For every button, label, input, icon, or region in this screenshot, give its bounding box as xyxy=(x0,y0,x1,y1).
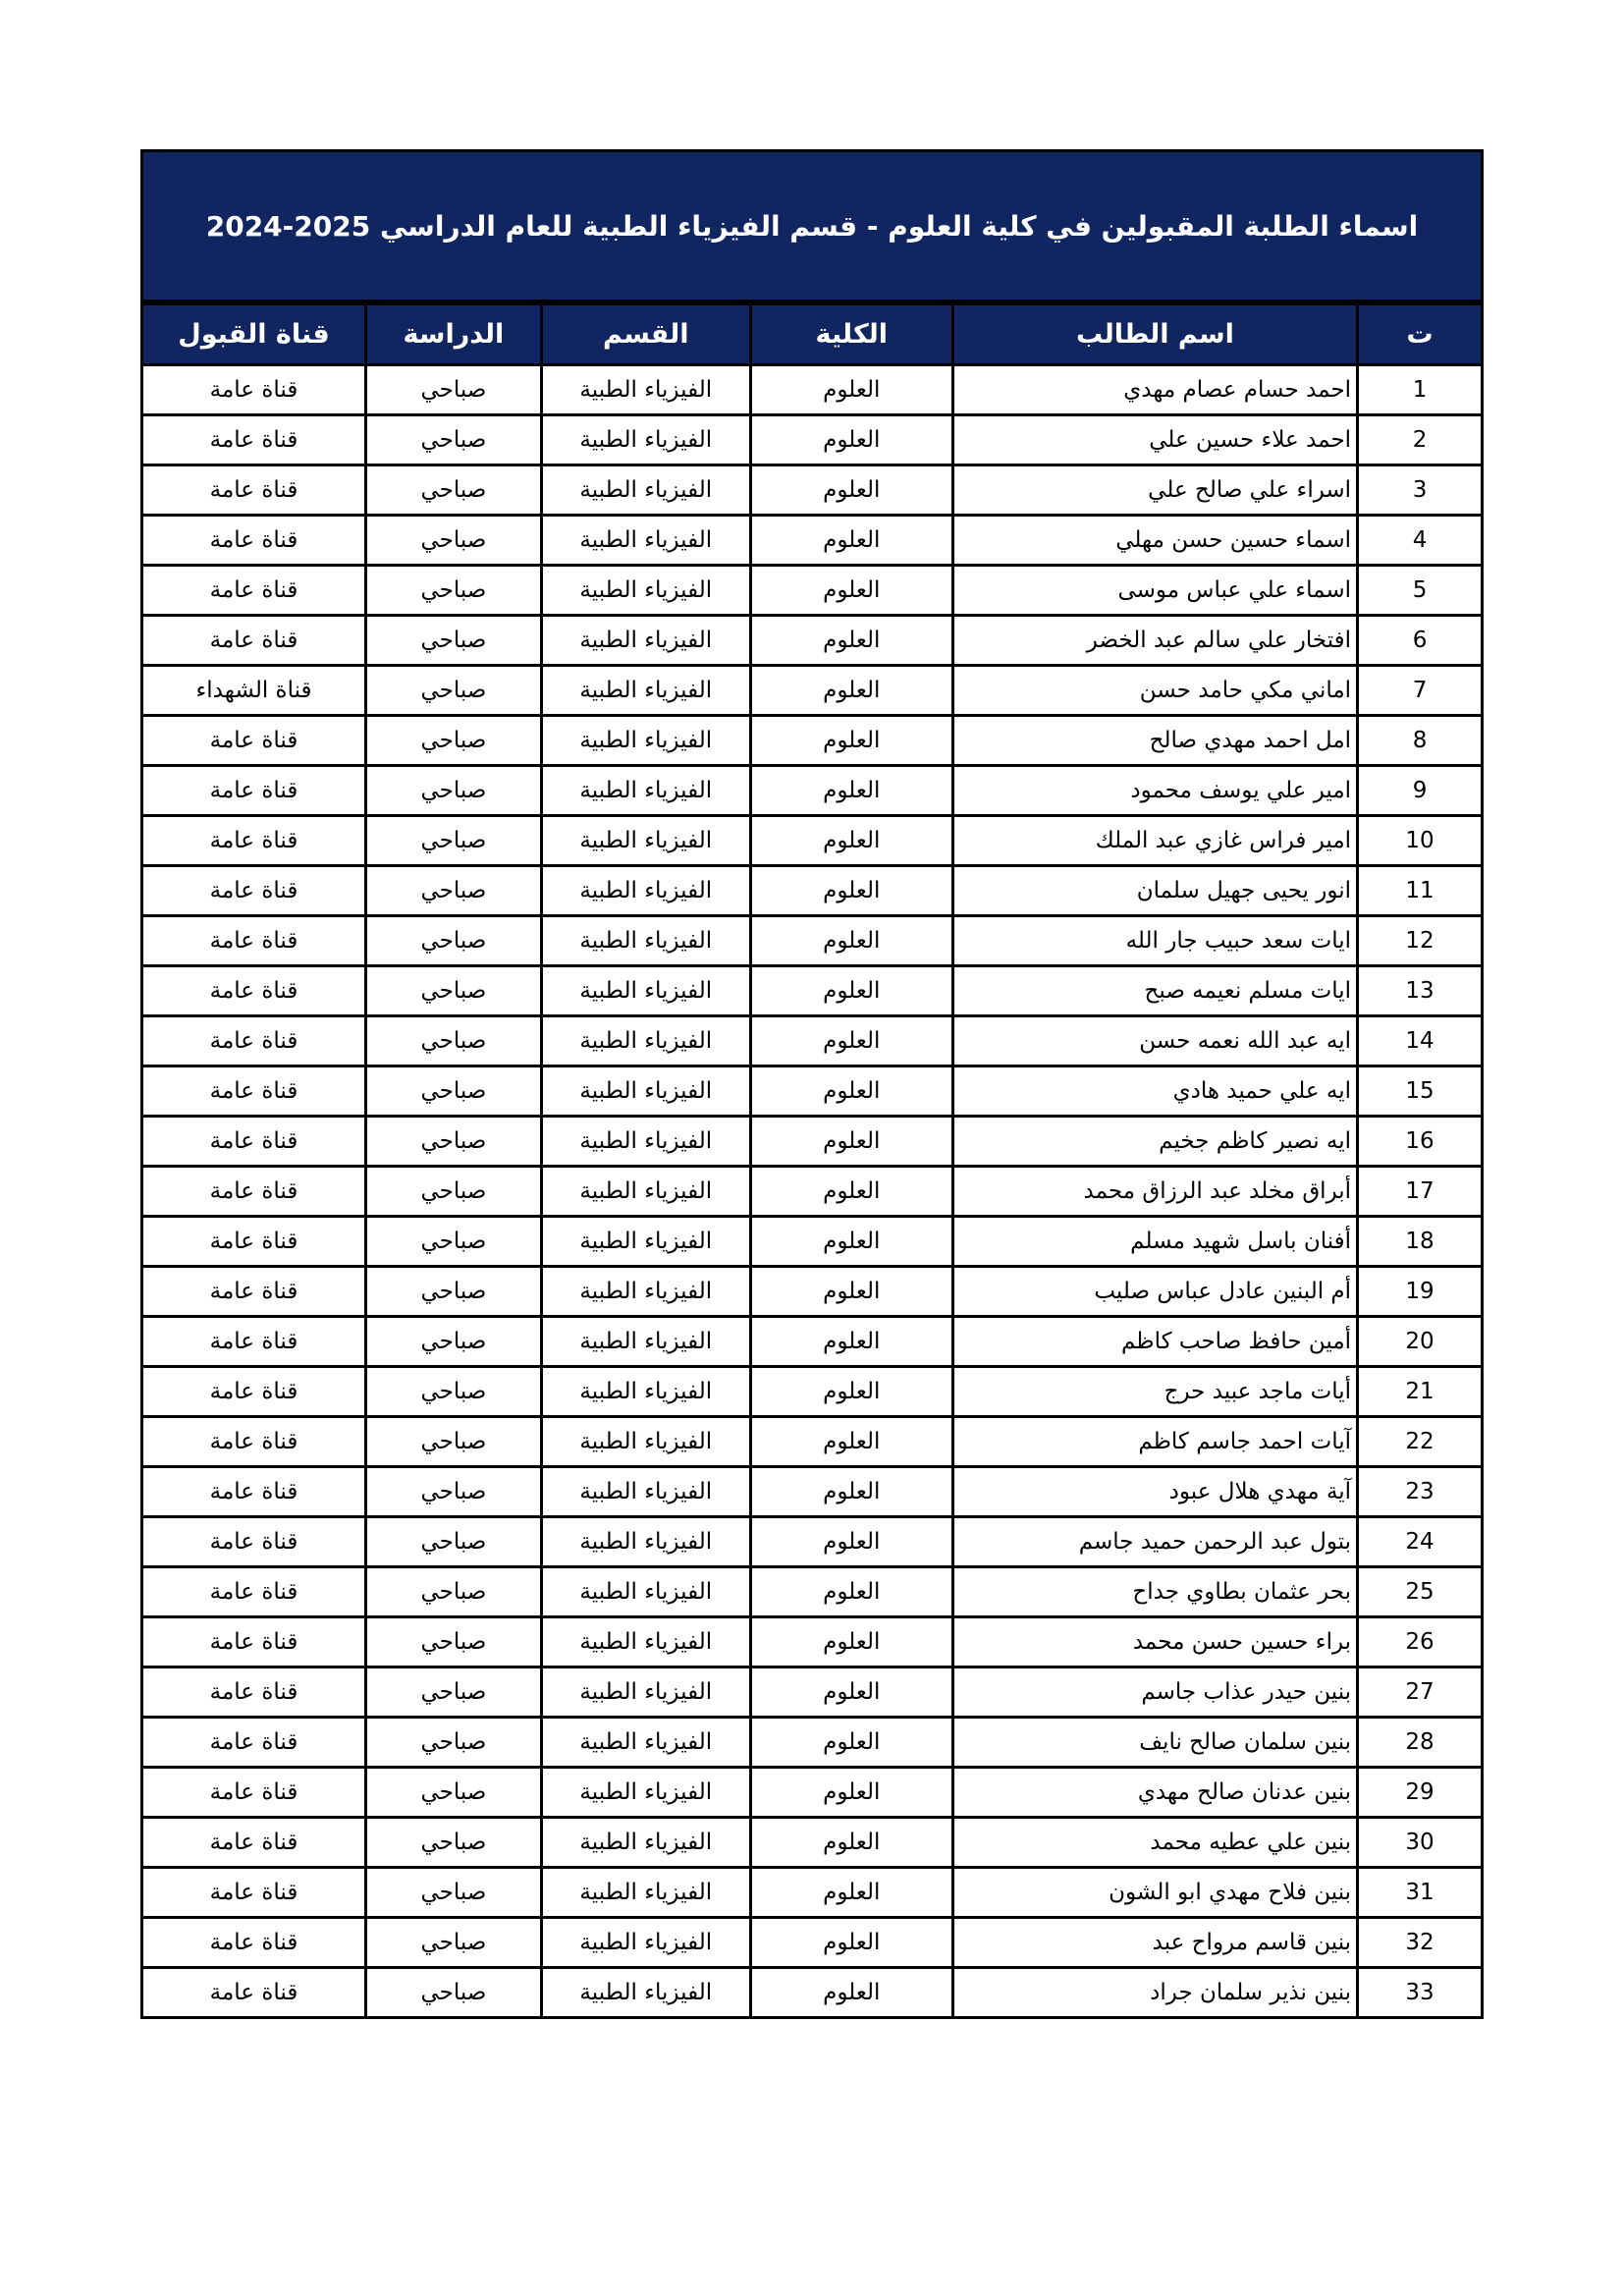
cell-name: بنين سلمان صالح نايف xyxy=(952,1718,1357,1768)
cell-name: ايات مسلم نعيمه صبح xyxy=(952,966,1357,1016)
cell-channel: قناة عامة xyxy=(142,1317,366,1367)
table-row xyxy=(142,666,1483,716)
cell-dept: الفيزياء الطبية xyxy=(541,1117,750,1167)
cell-study: صباحي xyxy=(365,1167,541,1217)
cell-no: 16 xyxy=(1358,1117,1483,1167)
cell-college: العلوم xyxy=(750,1417,952,1467)
table-row xyxy=(142,516,1483,566)
cell-study: صباحي xyxy=(365,1567,541,1617)
table-row xyxy=(142,1016,1483,1066)
cell-channel: قناة عامة xyxy=(142,1718,366,1768)
cell-channel: قناة عامة xyxy=(142,1517,366,1567)
cell-no: 20 xyxy=(1358,1317,1483,1367)
cell-college: العلوم xyxy=(750,766,952,816)
cell-channel: قناة الشهداء xyxy=(142,666,366,716)
column-header-name: اسم الطالب xyxy=(952,304,1357,365)
cell-college: العلوم xyxy=(750,1267,952,1317)
cell-name: ايه نصير كاظم جخيم xyxy=(952,1117,1357,1167)
cell-channel: قناة عامة xyxy=(142,516,366,566)
cell-study: صباحي xyxy=(365,1667,541,1718)
cell-name: بنين حيدر عذاب جاسم xyxy=(952,1667,1357,1718)
cell-channel: قناة عامة xyxy=(142,616,366,666)
cell-study: صباحي xyxy=(365,415,541,465)
cell-no: 24 xyxy=(1358,1517,1483,1567)
cell-dept: الفيزياء الطبية xyxy=(541,816,750,866)
table-row xyxy=(142,816,1483,866)
cell-college: العلوم xyxy=(750,1066,952,1117)
cell-name: أبراق مخلد عبد الرزاق محمد xyxy=(952,1167,1357,1217)
cell-college: العلوم xyxy=(750,465,952,516)
cell-college: العلوم xyxy=(750,1868,952,1918)
cell-college: العلوم xyxy=(750,1718,952,1768)
cell-channel: قناة عامة xyxy=(142,1968,366,2018)
cell-channel: قناة عامة xyxy=(142,1818,366,1868)
cell-name: ايات سعد حبيب جار الله xyxy=(952,916,1357,966)
cell-name: اسماء حسين حسن مهلي xyxy=(952,516,1357,566)
cell-no: 29 xyxy=(1358,1768,1483,1818)
cell-dept: الفيزياء الطبية xyxy=(541,1818,750,1868)
cell-no: 15 xyxy=(1358,1066,1483,1117)
cell-name: أمين حافظ صاحب كاظم xyxy=(952,1317,1357,1367)
table-row xyxy=(142,1117,1483,1167)
table-row xyxy=(142,415,1483,465)
cell-study: صباحي xyxy=(365,616,541,666)
cell-no: 28 xyxy=(1358,1718,1483,1768)
cell-study: صباحي xyxy=(365,1617,541,1667)
cell-no: 19 xyxy=(1358,1267,1483,1317)
cell-study: صباحي xyxy=(365,1968,541,2018)
cell-channel: قناة عامة xyxy=(142,1217,366,1267)
cell-dept: الفيزياء الطبية xyxy=(541,1918,750,1968)
table-row xyxy=(142,566,1483,616)
cell-study: صباحي xyxy=(365,1918,541,1968)
cell-college: العلوم xyxy=(750,1567,952,1617)
cell-study: صباحي xyxy=(365,1768,541,1818)
cell-college: العلوم xyxy=(750,1818,952,1868)
table-row xyxy=(142,1417,1483,1467)
cell-study: صباحي xyxy=(365,566,541,616)
cell-no: 8 xyxy=(1358,716,1483,766)
column-header-channel: قناة القبول xyxy=(142,304,366,365)
students-table xyxy=(140,302,1484,2019)
cell-name: براء حسين حسن محمد xyxy=(952,1617,1357,1667)
cell-no: 1 xyxy=(1358,365,1483,415)
cell-college: العلوم xyxy=(750,1217,952,1267)
table-row xyxy=(142,1467,1483,1517)
cell-channel: قناة عامة xyxy=(142,816,366,866)
table-row xyxy=(142,716,1483,766)
cell-dept: الفيزياء الطبية xyxy=(541,1567,750,1617)
cell-college: العلوم xyxy=(750,566,952,616)
cell-dept: الفيزياء الطبية xyxy=(541,1968,750,2018)
cell-channel: قناة عامة xyxy=(142,1617,366,1667)
cell-dept: الفيزياء الطبية xyxy=(541,1517,750,1567)
cell-channel: قناة عامة xyxy=(142,766,366,816)
cell-college: العلوم xyxy=(750,1117,952,1167)
table-row xyxy=(142,1066,1483,1117)
cell-dept: الفيزياء الطبية xyxy=(541,365,750,415)
cell-name: اماني مكي حامد حسن xyxy=(952,666,1357,716)
cell-channel: قناة عامة xyxy=(142,1467,366,1517)
cell-name: امير فراس غازي عبد الملك xyxy=(952,816,1357,866)
cell-dept: الفيزياء الطبية xyxy=(541,1467,750,1517)
cell-dept: الفيزياء الطبية xyxy=(541,1267,750,1317)
cell-college: العلوم xyxy=(750,1667,952,1718)
cell-channel: قناة عامة xyxy=(142,1016,366,1066)
cell-name: بنين علي عطيه محمد xyxy=(952,1818,1357,1868)
cell-channel: قناة عامة xyxy=(142,1417,366,1467)
cell-study: صباحي xyxy=(365,816,541,866)
cell-channel: قناة عامة xyxy=(142,966,366,1016)
cell-channel: قناة عامة xyxy=(142,1768,366,1818)
table-row xyxy=(142,1567,1483,1617)
cell-college: العلوم xyxy=(750,1918,952,1968)
cell-study: صباحي xyxy=(365,1317,541,1367)
cell-channel: قناة عامة xyxy=(142,866,366,916)
cell-college: العلوم xyxy=(750,1617,952,1667)
cell-dept: الفيزياء الطبية xyxy=(541,415,750,465)
cell-dept: الفيزياء الطبية xyxy=(541,1367,750,1417)
cell-no: 17 xyxy=(1358,1167,1483,1217)
cell-name: أفنان باسل شهيد مسلم xyxy=(952,1217,1357,1267)
table-row xyxy=(142,1718,1483,1768)
cell-dept: الفيزياء الطبية xyxy=(541,516,750,566)
cell-channel: قناة عامة xyxy=(142,1167,366,1217)
cell-no: 13 xyxy=(1358,966,1483,1016)
cell-study: صباحي xyxy=(365,866,541,916)
cell-dept: الفيزياء الطبية xyxy=(541,566,750,616)
cell-college: العلوم xyxy=(750,1768,952,1818)
cell-college: العلوم xyxy=(750,415,952,465)
cell-no: 4 xyxy=(1358,516,1483,566)
cell-college: العلوم xyxy=(750,1467,952,1517)
cell-name: امل احمد مهدي صالح xyxy=(952,716,1357,766)
column-header-college: الكلية xyxy=(750,304,952,365)
cell-dept: الفيزياء الطبية xyxy=(541,666,750,716)
cell-dept: الفيزياء الطبية xyxy=(541,1768,750,1818)
cell-channel: قناة عامة xyxy=(142,465,366,516)
table-row xyxy=(142,1617,1483,1667)
cell-college: العلوم xyxy=(750,816,952,866)
cell-dept: الفيزياء الطبية xyxy=(541,1317,750,1367)
cell-name: احمد علاء حسين علي xyxy=(952,415,1357,465)
cell-no: 32 xyxy=(1358,1918,1483,1968)
cell-name: احمد حسام عصام مهدي xyxy=(952,365,1357,415)
table-row xyxy=(142,1918,1483,1968)
cell-no: 7 xyxy=(1358,666,1483,716)
table-row xyxy=(142,1768,1483,1818)
cell-dept: الفيزياء الطبية xyxy=(541,465,750,516)
cell-no: 2 xyxy=(1358,415,1483,465)
cell-study: صباحي xyxy=(365,465,541,516)
cell-name: اسماء علي عباس موسى xyxy=(952,566,1357,616)
cell-dept: الفيزياء الطبية xyxy=(541,716,750,766)
cell-name: بنين قاسم مرواح عبد xyxy=(952,1918,1357,1968)
cell-study: صباحي xyxy=(365,766,541,816)
cell-college: العلوم xyxy=(750,1016,952,1066)
cell-no: 22 xyxy=(1358,1417,1483,1467)
cell-no: 23 xyxy=(1358,1467,1483,1517)
cell-study: صباحي xyxy=(365,966,541,1016)
cell-name: امير علي يوسف محمود xyxy=(952,766,1357,816)
table-row xyxy=(142,866,1483,916)
cell-study: صباحي xyxy=(365,1818,541,1868)
cell-name: بنين عدنان صالح مهدي xyxy=(952,1768,1357,1818)
table-row xyxy=(142,1517,1483,1567)
column-header-dept: القسم xyxy=(541,304,750,365)
column-header-study: الدراسة xyxy=(365,304,541,365)
cell-study: صباحي xyxy=(365,666,541,716)
cell-no: 25 xyxy=(1358,1567,1483,1617)
cell-dept: الفيزياء الطبية xyxy=(541,916,750,966)
cell-channel: قناة عامة xyxy=(142,1367,366,1417)
cell-study: صباحي xyxy=(365,716,541,766)
cell-study: صباحي xyxy=(365,1066,541,1117)
cell-channel: قناة عامة xyxy=(142,1066,366,1117)
page-title: اسماء الطلبة المقبولين في كلية العلوم - قسم الفيزياء الطبية للعام الدراسي 2025-2024 xyxy=(140,149,1484,302)
cell-college: العلوم xyxy=(750,1167,952,1217)
cell-name: بنين نذير سلمان جراد xyxy=(952,1968,1357,2018)
cell-channel: قناة عامة xyxy=(142,1117,366,1167)
cell-study: صباحي xyxy=(365,1868,541,1918)
cell-college: العلوم xyxy=(750,716,952,766)
cell-college: العلوم xyxy=(750,916,952,966)
cell-no: 27 xyxy=(1358,1667,1483,1718)
cell-study: صباحي xyxy=(365,516,541,566)
cell-no: 33 xyxy=(1358,1968,1483,2018)
table-body xyxy=(142,365,1483,2018)
cell-study: صباحي xyxy=(365,916,541,966)
cell-college: العلوم xyxy=(750,1317,952,1367)
cell-name: افتخار علي سالم عبد الخضر xyxy=(952,616,1357,666)
cell-dept: الفيزياء الطبية xyxy=(541,766,750,816)
cell-college: العلوم xyxy=(750,966,952,1016)
cell-no: 6 xyxy=(1358,616,1483,666)
cell-study: صباحي xyxy=(365,1718,541,1768)
cell-channel: قناة عامة xyxy=(142,916,366,966)
cell-no: 26 xyxy=(1358,1617,1483,1667)
cell-dept: الفيزياء الطبية xyxy=(541,1016,750,1066)
cell-channel: قناة عامة xyxy=(142,1918,366,1968)
cell-college: العلوم xyxy=(750,1968,952,2018)
cell-college: العلوم xyxy=(750,616,952,666)
cell-study: صباحي xyxy=(365,1467,541,1517)
table-row xyxy=(142,1317,1483,1367)
cell-college: العلوم xyxy=(750,666,952,716)
cell-dept: الفيزياء الطبية xyxy=(541,1617,750,1667)
cell-no: 18 xyxy=(1358,1217,1483,1267)
cell-study: صباحي xyxy=(365,365,541,415)
column-header-no: ت xyxy=(1358,304,1483,365)
cell-name: ايه عبد الله نعمه حسن xyxy=(952,1016,1357,1066)
cell-study: صباحي xyxy=(365,1117,541,1167)
cell-dept: الفيزياء الطبية xyxy=(541,1217,750,1267)
cell-name: آية مهدي هلال عبود xyxy=(952,1467,1357,1517)
table-row xyxy=(142,1367,1483,1417)
cell-study: صباحي xyxy=(365,1417,541,1467)
cell-name: بتول عبد الرحمن حميد جاسم xyxy=(952,1517,1357,1567)
cell-dept: الفيزياء الطبية xyxy=(541,1718,750,1768)
table-head xyxy=(142,304,1483,365)
cell-no: 10 xyxy=(1358,816,1483,866)
cell-channel: قناة عامة xyxy=(142,415,366,465)
table-row xyxy=(142,465,1483,516)
table-header-row xyxy=(142,304,1483,365)
table-row xyxy=(142,1217,1483,1267)
cell-no: 9 xyxy=(1358,766,1483,816)
table-row xyxy=(142,616,1483,666)
cell-dept: الفيزياء الطبية xyxy=(541,1167,750,1217)
cell-dept: الفيزياء الطبية xyxy=(541,616,750,666)
cell-no: 31 xyxy=(1358,1868,1483,1918)
table-row xyxy=(142,1818,1483,1868)
table-row xyxy=(142,916,1483,966)
cell-name: أم البنين عادل عباس صليب xyxy=(952,1267,1357,1317)
cell-name: آيات احمد جاسم كاظم xyxy=(952,1417,1357,1467)
table-row xyxy=(142,1167,1483,1217)
cell-name: بحر عثمان بطاوي جداح xyxy=(952,1567,1357,1617)
cell-name: بنين فلاح مهدي ابو الشون xyxy=(952,1868,1357,1918)
cell-name: أيات ماجد عبيد حرج xyxy=(952,1367,1357,1417)
table-row xyxy=(142,1267,1483,1317)
cell-college: العلوم xyxy=(750,365,952,415)
cell-study: صباحي xyxy=(365,1016,541,1066)
cell-channel: قناة عامة xyxy=(142,566,366,616)
cell-no: 3 xyxy=(1358,465,1483,516)
cell-no: 30 xyxy=(1358,1818,1483,1868)
cell-study: صباحي xyxy=(365,1267,541,1317)
cell-dept: الفيزياء الطبية xyxy=(541,1417,750,1467)
cell-college: العلوم xyxy=(750,1517,952,1567)
cell-dept: الفيزياء الطبية xyxy=(541,1066,750,1117)
cell-college: العلوم xyxy=(750,1367,952,1417)
table-row xyxy=(142,1968,1483,2018)
cell-study: صباحي xyxy=(365,1367,541,1417)
cell-college: العلوم xyxy=(750,516,952,566)
cell-name: انور يحيى جهيل سلمان xyxy=(952,866,1357,916)
table-row xyxy=(142,1667,1483,1718)
cell-name: اسراء علي صالح علي xyxy=(952,465,1357,516)
cell-no: 14 xyxy=(1358,1016,1483,1066)
cell-channel: قناة عامة xyxy=(142,1667,366,1718)
cell-no: 5 xyxy=(1358,566,1483,616)
cell-college: العلوم xyxy=(750,866,952,916)
cell-channel: قناة عامة xyxy=(142,1567,366,1617)
students-table-block xyxy=(140,149,1484,2019)
cell-channel: قناة عامة xyxy=(142,365,366,415)
cell-no: 11 xyxy=(1358,866,1483,916)
cell-study: صباحي xyxy=(365,1517,541,1567)
cell-channel: قناة عامة xyxy=(142,1868,366,1918)
table-row xyxy=(142,966,1483,1016)
table-row xyxy=(142,1868,1483,1918)
cell-no: 12 xyxy=(1358,916,1483,966)
cell-study: صباحي xyxy=(365,1217,541,1267)
cell-dept: الفيزياء الطبية xyxy=(541,1868,750,1918)
cell-name: ايه علي حميد هادي xyxy=(952,1066,1357,1117)
table-row xyxy=(142,766,1483,816)
cell-dept: الفيزياء الطبية xyxy=(541,966,750,1016)
cell-no: 21 xyxy=(1358,1367,1483,1417)
cell-dept: الفيزياء الطبية xyxy=(541,1667,750,1718)
cell-channel: قناة عامة xyxy=(142,1267,366,1317)
cell-channel: قناة عامة xyxy=(142,716,366,766)
cell-dept: الفيزياء الطبية xyxy=(541,866,750,916)
table-row xyxy=(142,365,1483,415)
